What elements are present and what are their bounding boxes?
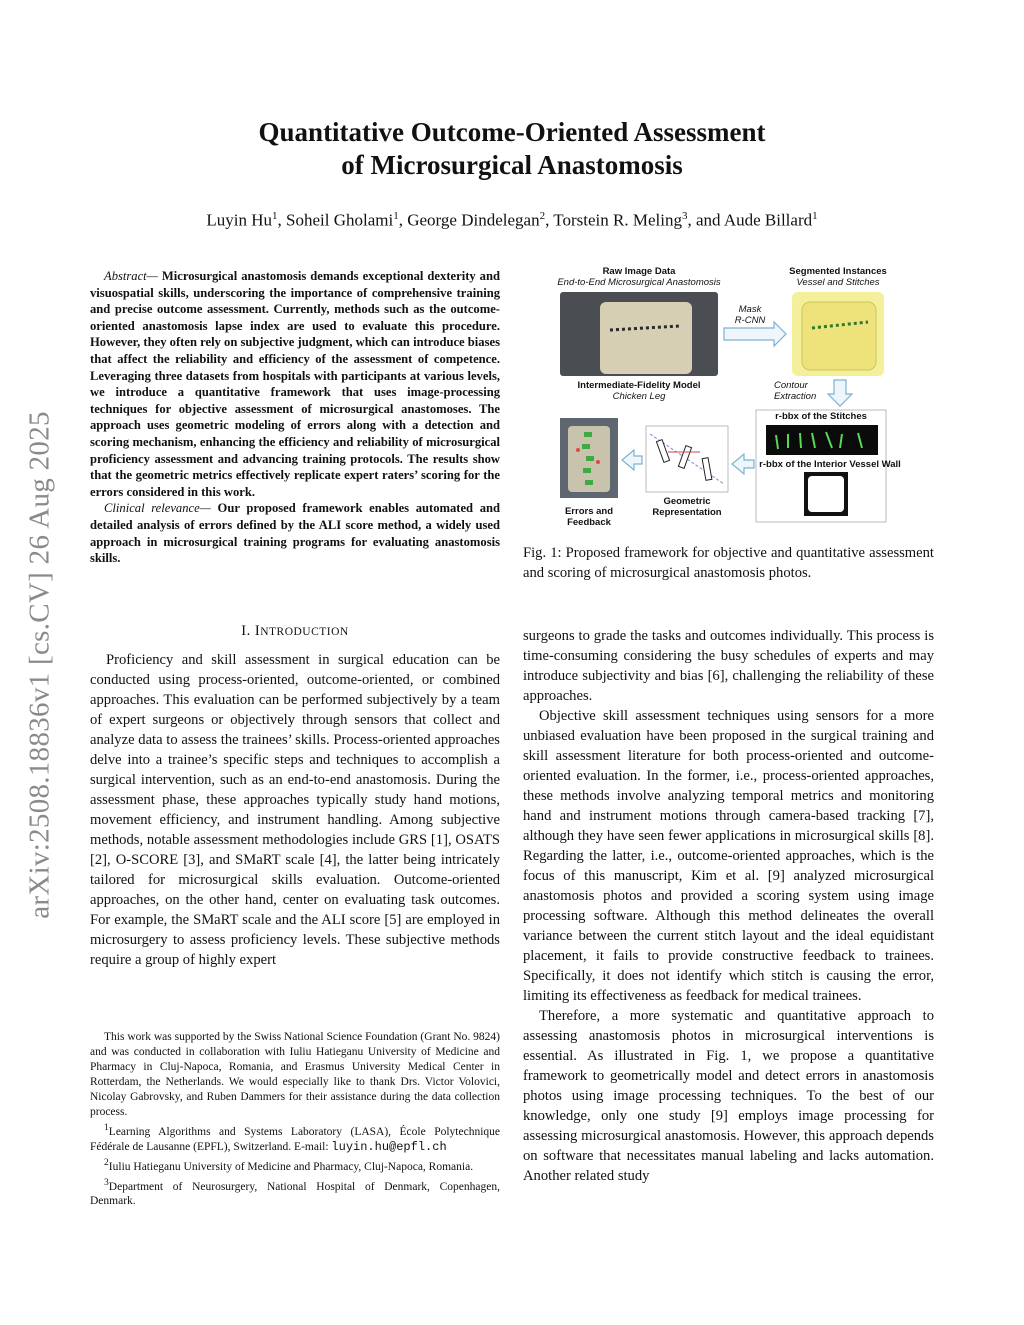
author-name: Soheil Gholami bbox=[286, 210, 394, 230]
abstract-label: Abstract— bbox=[104, 269, 158, 283]
segmented-label bbox=[782, 266, 894, 288]
figure-1 bbox=[550, 262, 910, 532]
arrow-to-errors bbox=[622, 450, 642, 470]
author-name: Luyin Hu bbox=[206, 210, 273, 230]
affiliation-footnote-1 bbox=[90, 1120, 500, 1155]
segmented-vessel bbox=[802, 302, 876, 370]
mask-label: Mask bbox=[738, 304, 762, 315]
contour-text: Contour bbox=[774, 380, 808, 391]
footnote-marker: 2 bbox=[104, 1156, 109, 1168]
paper-title bbox=[150, 116, 874, 182]
abstract bbox=[90, 268, 500, 567]
intro-column bbox=[90, 650, 500, 970]
clinical-relevance bbox=[90, 500, 500, 566]
affiliation-footnote-3 bbox=[90, 1175, 500, 1210]
contour-extraction-arrow bbox=[828, 380, 852, 406]
clinical-relevance-label: Clinical relevance— bbox=[104, 501, 211, 516]
raw-image-subtitle: End-to-End Microsurgical Anastomosis bbox=[557, 277, 721, 288]
author-name: Aude Billard bbox=[723, 210, 813, 230]
author-name: Torstein R. Meling bbox=[553, 210, 682, 230]
author-separator: , bbox=[277, 210, 287, 230]
segmented-subtitle: Vessel and Stitches bbox=[796, 277, 880, 288]
affiliation-text: Department of Neurosurgery, National Hospital of Denmark, Copenhagen, Denmark. bbox=[90, 1180, 500, 1208]
contour-label bbox=[774, 380, 830, 402]
extraction-text: Extraction bbox=[774, 391, 817, 402]
author-affiliation: 3 bbox=[681, 210, 688, 222]
author-separator: , bbox=[398, 210, 408, 230]
author-affiliation: 1 bbox=[393, 210, 399, 222]
geometric-label bbox=[642, 496, 732, 518]
clinical-relevance-text: Our proposed framework enables automated and detailed analysis of errors defined by the ALI score method, a widely used approach in microsurgical training programs for evaluating anastomosis skills. bbox=[90, 501, 500, 566]
vessel-wall-shape bbox=[808, 476, 844, 512]
intro-paragraph: Proficiency and skill assessment in surgical education can be conducted using process-oriented, outcome-oriented, or combined approaches. This evaluation can be performed subjectively by a team of expert surgeons or objectively through sensors that collect and analyze data to assess the trainees’ skills. Process-oriented approaches delve into a trainee’s specific steps and techniques to accomplish a surgical intervention, such as an end-to-end anastomosis. During the assessment phase, these approaches typically study hand motions, movement efficiency, and instrument handling. Among subjective methods, notable assessment methodologies include GRS [1], OSATS [2], O-SCORE [3], and SMaRT scale [4], the latter being intricately tailored for microsurgical skills evaluation. Outcome-oriented approaches, on the other hand, center on evaluating task outcomes. For example, the SMaRT scale and the ALI score [5] are employed in microsurgery to assess proficiency levels. These subjective methods require a group of highly expert bbox=[90, 652, 500, 968]
section-number: I. bbox=[241, 623, 255, 639]
author-affiliation: 1 bbox=[812, 210, 818, 222]
author-separator: , and bbox=[687, 210, 724, 230]
model-title: Intermediate-Fidelity Model bbox=[577, 380, 701, 391]
mask-rcnn-label bbox=[726, 304, 774, 326]
model-subtitle: Chicken Leg bbox=[612, 391, 666, 402]
segmented-title: Segmented Instances bbox=[789, 266, 887, 277]
body-paragraph: surgeons to grade the tasks and outcomes individually. This process is time-consuming considering the busy schedules of experts and may introduce subjectivity and bias [6], challenging the reliability of these approaches. bbox=[523, 628, 934, 704]
section-title-rest: NTRODUCTION bbox=[260, 626, 349, 638]
section-initial: I bbox=[254, 623, 261, 639]
author-affiliation: 1 bbox=[272, 210, 278, 222]
tissue-sample bbox=[600, 302, 692, 374]
errors-line-2: Feedback bbox=[567, 517, 611, 528]
errors-line-1: Errors and bbox=[564, 506, 614, 517]
geometric-line-2: Representation bbox=[652, 507, 722, 518]
affiliation-footnote-2 bbox=[90, 1155, 500, 1175]
geometric-line-1: Geometric bbox=[663, 496, 711, 507]
author-separator: , bbox=[545, 210, 554, 230]
footnote-marker: 3 bbox=[104, 1176, 109, 1188]
errors-label bbox=[556, 506, 622, 528]
arxiv-stamp bbox=[18, 370, 62, 960]
section-heading bbox=[90, 623, 500, 640]
body-paragraph: Objective skill assessment techniques using sensors for a more unbiased evaluation have been proposed in the surgical training and skill assessment literature for both process-oriented and outcome-oriented evaluation. In the former, i.e., process-oriented approaches, these methods involve analyzing temporal metrics and monitoring hand and instrument motions through camera-based tracking [7], although they have seen fewer applications in microsurgical skills [8]. Regarding the latter, i.e., outcome-oriented approaches, which is the focus of this manuscript, Kim et al. [9] analyzed microsurgical anastomosis photos and provided a scoring system using image processing software. Although this method delineates the overall variance between the current stitch layout and the ideal equidistant placement, it fails to provide constructive feedback to trainees. Specifically, it does not identify which stitch is causing the error, limiting its effectiveness as feedback for medical trainees. bbox=[523, 708, 934, 1004]
affiliation-text: Iuliu Hatieganu University of Medicine and Pharmacy, Cluj-Napoca, Romania. bbox=[108, 1160, 474, 1173]
arxiv-id: arXiv:2508.18836v1 [cs.CV] 26 Aug 2025 bbox=[23, 411, 56, 919]
title-line-1: Quantitative Outcome-Oriented Assessment bbox=[258, 117, 766, 147]
right-column bbox=[523, 626, 934, 1186]
model-label bbox=[550, 380, 728, 402]
title-line-2: of Microsurgical Anastomosis bbox=[341, 150, 683, 180]
email-link[interactable]: luyin.hu@epfl.ch bbox=[331, 1139, 447, 1154]
rbbx-vessel-label: r-bbx of the Interior Vessel Wall bbox=[759, 459, 901, 470]
abstract-paragraph bbox=[90, 268, 500, 500]
author-list bbox=[100, 210, 924, 231]
rcnn-label: R-CNN bbox=[734, 315, 766, 326]
author-affiliation: 2 bbox=[539, 210, 546, 222]
rbbx-stitches-image bbox=[766, 425, 878, 455]
footnote-marker: 1 bbox=[104, 1122, 109, 1133]
footnotes bbox=[90, 1030, 500, 1209]
affiliation-text: Learning Algorithms and Systems Laboratory (LASA), École Polytechnique Fédérale de Lausanne (EPFL), Switzerland. E-mail: bbox=[90, 1125, 500, 1153]
body-paragraph: Therefore, a more systematic and quantitative approach to assessing anastomosis photos in microsurgical interventions is essential. As illustrated in Fig. 1, we propose a quantitative framework to geometrically model and detect errors in anastomosis photos using image processing techniques. To the best of our knowledge, only one study [9] employs image processing for assessing microsurgical anastomosis. However, this approach depends on software that necessitates manual labeling and lacks automation. Another related study bbox=[523, 1008, 934, 1184]
raw-image-title: Raw Image Data bbox=[602, 266, 676, 277]
funding-footnote: This work was supported by the Swiss National Science Foundation (Grant No. 9824) and was conducted in collaboration with Iuliu Hatieganu University of Medicine and Pharmacy in Cluj-Napoca, Romania, and Erasmus University Medical Center in Rotterdam, the Netherlands. We would especially like to thank Drs. Victor Volovici, Nicolay Gabrovsky, and Ruben Dammers for their assistance during the data collection process. bbox=[90, 1031, 500, 1118]
figure-caption: Fig. 1: Proposed framework for objective and quantitative assessment and scoring of microsurgical anastomosis photos. bbox=[523, 545, 934, 581]
abstract-text: Microsurgical anastomosis demands exceptional dexterity and visuospatial skills, underscoring the importance of comprehensive training and precise outcome assessment. Currently, methods such as the outcome-oriented anastomosis lapse index are used to evaluate this procedure. However, they often rely on subjective judgment, which can introduce biases that affect the reliability and efficiency of the assessment of competence. Leveraging three datasets from hospitals with participants at various levels, we introduce a quantitative framework that uses image-processing techniques for objective assessment of microsurgical anastomoses. The approach uses geometric modeling of errors along with a detection and scoring mechanism, enhancing the efficiency and reliability of microsurgical proficiency assessment and advancing training protocols. The results show that the geometric metrics effectively replicate expert raters’ scoring for the errors considered in this work. bbox=[90, 269, 500, 499]
rbbx-stitches-label: r-bbx of the Stitches bbox=[775, 411, 867, 422]
author-name: George Dindelegan bbox=[407, 210, 540, 230]
raw-image-label bbox=[550, 266, 728, 288]
